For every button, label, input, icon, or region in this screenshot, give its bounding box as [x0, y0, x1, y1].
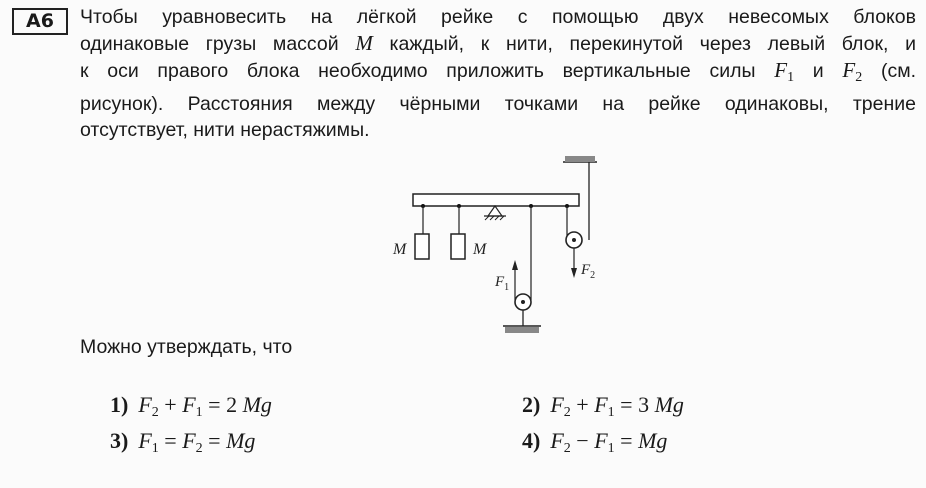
expr-subscript: 2 [151, 405, 159, 420]
expr-operator: = [158, 428, 183, 453]
floor-hatch [505, 327, 539, 333]
expr-symbol: F [550, 428, 564, 453]
problem-line-5: отсутствует, нити нерастяжимы. [80, 119, 370, 141]
problem-line-1: Чтобы уравновесить на лёгкой рейке с помощью двух невесомых блоков [80, 6, 916, 28]
expr-subscript: 2 [563, 441, 571, 456]
lever-rail [413, 194, 579, 206]
expr-subscript: 1 [607, 405, 615, 420]
option-number: 4) [522, 428, 541, 453]
expr-symbol: Mg [654, 392, 684, 417]
expr-operator: = 3 [614, 392, 655, 417]
problem-number-badge: А6 [12, 8, 68, 35]
expr-subscript: 1 [607, 441, 615, 456]
expr-operator: = [614, 428, 639, 453]
expr-symbol: F [138, 428, 152, 453]
expr-symbol: F [182, 392, 196, 417]
left-pulley-axle [521, 300, 525, 304]
problem-line-2 [80, 30, 916, 57]
problem-text-segment: к оси правого блока необходимо приложить вертикальные силы [80, 60, 756, 82]
right-pulley-axle [572, 238, 576, 242]
expr-symbol: F [182, 428, 196, 453]
force2-symbol: F [842, 58, 856, 82]
force1-subscript: 1 [787, 70, 795, 85]
expr-operator: = [202, 428, 227, 453]
problem-statement [80, 4, 916, 143]
answer-option-4[interactable] [522, 428, 667, 457]
option-expression [550, 392, 684, 420]
left-mass-block [415, 234, 429, 259]
option-expression [550, 428, 668, 456]
problem-text-segment: (см. [880, 60, 917, 82]
right-mass-block [451, 234, 465, 259]
fulcrum [484, 206, 506, 220]
option-expression [138, 428, 256, 456]
option-expression [138, 392, 272, 420]
ceiling-hatch [565, 156, 595, 162]
expr-subscript: 2 [195, 441, 203, 456]
f2-arrowhead [571, 268, 577, 278]
force2-subscript: 2 [855, 70, 863, 85]
f2-label: $F_2$ [581, 262, 596, 281]
option-number: 1) [110, 392, 129, 417]
f1-arrowhead [512, 260, 518, 270]
ceiling-support [563, 156, 597, 162]
answer-prompt: Можно утверждать, что [80, 336, 293, 358]
expr-subscript: 2 [563, 405, 571, 420]
pulley-diagram [385, 150, 625, 340]
left-mass-label: M [393, 241, 407, 258]
expr-symbol: F [594, 428, 608, 453]
expr-symbol: F [550, 392, 564, 417]
expr-subscript: 1 [195, 405, 203, 420]
problem-text-segment: одинаковые грузы массой [80, 33, 339, 55]
expr-operator: − [570, 428, 595, 453]
expr-symbol: F [138, 392, 152, 417]
problem-text-segment: и [812, 60, 824, 82]
expr-symbol: F [594, 392, 608, 417]
problem-text-segment: каждый, к нити, перекинутой через левый блок, и [389, 33, 917, 55]
expr-operator: + [570, 392, 595, 417]
problem-line-4: рисунок). Расстояния между чёрными точками на рейке одинаковы, трение [80, 93, 916, 115]
answer-option-3[interactable] [110, 428, 255, 457]
expr-operator: + [158, 392, 183, 417]
f1-label: $F_1$ [495, 274, 510, 293]
expr-symbol: Mg [226, 428, 256, 453]
force1-symbol: F [774, 58, 788, 82]
problem-line-3 [80, 57, 916, 91]
option-number: 3) [110, 428, 129, 453]
option-number: 2) [522, 392, 541, 417]
expr-symbol: Mg [638, 428, 668, 453]
right-mass-label: M [473, 241, 487, 258]
answer-option-1[interactable] [110, 392, 272, 421]
expr-operator: = 2 [202, 392, 243, 417]
expr-symbol: Mg [242, 392, 272, 417]
mass-symbol: M [355, 31, 373, 55]
expr-subscript: 1 [151, 441, 159, 456]
answer-option-2[interactable] [522, 392, 684, 421]
